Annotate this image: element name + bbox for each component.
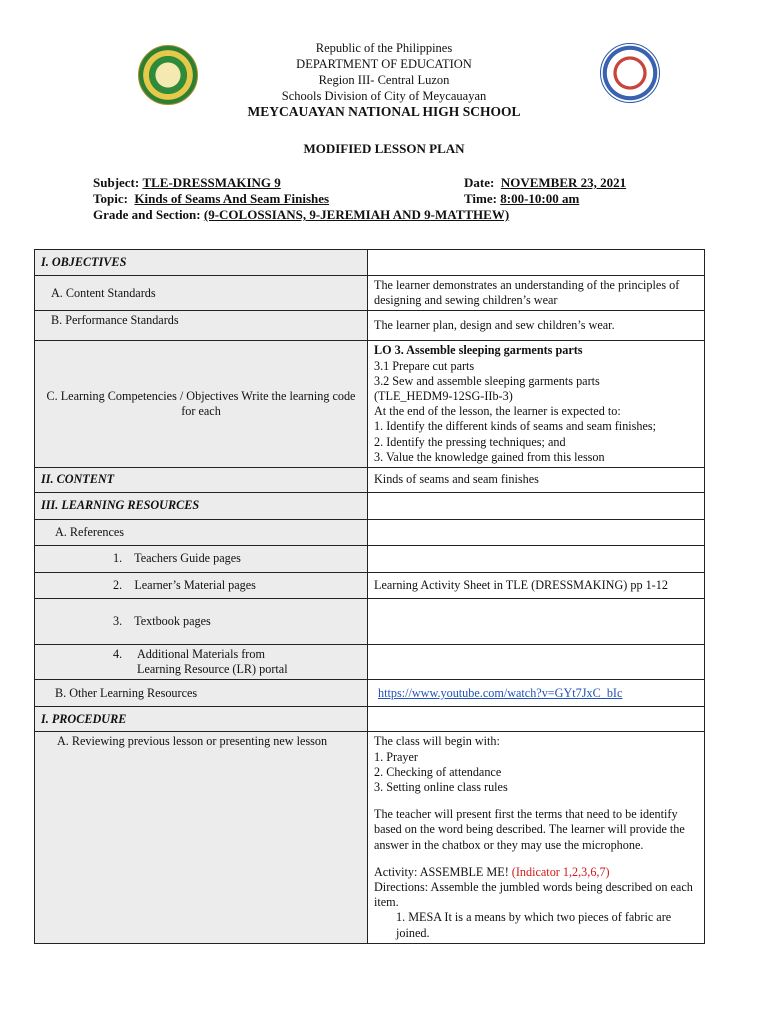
header-line-3: Region III- Central Luzon [318, 73, 450, 87]
learners-material-label [35, 573, 368, 599]
item-number: 4. [113, 647, 123, 662]
youtube-link[interactable]: https://www.youtube.com/watch?v=GYt7JxC_bIc [378, 685, 623, 700]
table-row [35, 707, 705, 732]
school-name: MEYCAUAYAN NATIONAL HIGH SCHOOL [247, 104, 521, 119]
procedure-heading: I. PROCEDURE [35, 707, 368, 732]
empty-cell [368, 250, 705, 276]
grade-line [93, 207, 509, 223]
table-row [35, 311, 705, 341]
topic-label: Topic: [93, 191, 128, 206]
empty-cell [368, 707, 705, 732]
procedure-text: 3. Setting online class rules [374, 780, 508, 795]
other-resources-value [368, 680, 705, 707]
references-label: A. References [35, 520, 368, 546]
header-line-1: Republic of the Philippines [315, 41, 453, 55]
performance-standards-value: The learner plan, design and sew children’s wear. [368, 311, 705, 341]
empty-cell [368, 599, 705, 645]
objective-item: 3. Value the knowledge gained from this lesson [374, 449, 605, 464]
table-row [35, 250, 705, 276]
spacer [374, 795, 698, 807]
competencies-cell [368, 341, 705, 468]
activity-directions: Directions: Assemble the jumbled words being described on each item. [374, 880, 693, 910]
other-resources-label: B. Other Learning Resources [35, 680, 368, 707]
procedure-text: 2. Checking of attendance [374, 764, 502, 779]
objective-item: 2. Identify the pressing techniques; and [374, 434, 566, 449]
content-value: Kinds of seams and seam finishes [368, 468, 705, 493]
learning-code: (TLE_HEDM9-12SG-IIb-3) [374, 389, 513, 404]
subject-value: TLE-DRESSMAKING 9 [142, 175, 281, 190]
item-label: Learner’s Material pages [134, 577, 256, 592]
content-standards-label: A. Content Standards [35, 276, 368, 311]
empty-cell [368, 645, 705, 680]
activity-label: Activity: ASSEMBLE ME! [374, 864, 512, 879]
date-label: Date: [464, 175, 495, 190]
procedure-text: The class will begin with: [374, 734, 500, 749]
learners-material-value: Learning Activity Sheet in TLE (DRESSMAKING) pp 1-12 [368, 573, 705, 599]
spacer [374, 853, 698, 865]
objective-item: 1. Identify the different kinds of seams and seam finishes; [374, 419, 657, 434]
empty-cell [368, 520, 705, 546]
table-row [35, 276, 705, 311]
header-line-2: DEPARTMENT OF EDUCATION [296, 57, 472, 71]
table-row [35, 680, 705, 707]
competency-item: 3.2 Sew and assemble sleeping garments parts [374, 373, 600, 388]
table-row [35, 468, 705, 493]
review-label: A. Reviewing previous lesson or presenting new lesson [35, 732, 368, 943]
table-row [35, 599, 705, 645]
time-line [464, 191, 579, 207]
table-row [35, 645, 705, 680]
procedure-text: 1. Prayer [374, 749, 418, 764]
textbook-label [35, 599, 368, 645]
performance-standards-label: B. Performance Standards [35, 311, 368, 341]
content-standards-value: The learner demonstrates an understanding of the principles of designing and sewing children’s wear [368, 276, 705, 311]
competency-item: 3.1 Prepare cut parts [374, 358, 475, 373]
learning-outcome: LO 3. Assemble sleeping garments parts [374, 343, 583, 358]
table-row [35, 520, 705, 546]
lesson-plan-table [34, 249, 705, 944]
item-label: Additional Materials from Learning Resource (LR) portal [137, 647, 288, 677]
item-number: 3. [113, 613, 123, 628]
grade-label: Grade and Section: [93, 207, 201, 222]
item-label: Textbook pages [134, 613, 211, 628]
page-title: MODIFIED LESSON PLAN [303, 141, 465, 156]
table-row [35, 341, 705, 468]
procedure-text: The teacher will present first the terms that need to be identify based on the word being described. The learner will provide the answer in the chatbox or they may use the microphone. [374, 807, 685, 852]
objectives-heading: I. OBJECTIVES [35, 250, 368, 276]
empty-cell [368, 493, 705, 520]
procedure-cell [368, 732, 705, 943]
objectives-intro: At the end of the lesson, the learner is expected to: [374, 404, 621, 419]
table-row [35, 493, 705, 520]
document-header [0, 40, 768, 120]
time-value: 8:00-10:00 am [500, 191, 580, 206]
header-line-4: Schools Division of City of Meycauayan [281, 89, 487, 103]
empty-cell [368, 546, 705, 573]
topic-line [93, 191, 329, 207]
subject-line [93, 175, 281, 191]
competencies-label: C. Learning Competencies / Objectives Write the learning code for each [35, 341, 368, 468]
topic-value: Kinds of Seams And Seam Finishes [134, 191, 330, 206]
teachers-guide-label [35, 546, 368, 573]
activity-item: 1. MESA It is a means by which two pieces of fabric are joined. [396, 910, 672, 940]
indicator-text: (Indicator 1,2,3,6,7) [511, 864, 610, 879]
resources-heading: III. LEARNING RESOURCES [35, 493, 368, 520]
additional-materials-label [35, 645, 368, 680]
content-heading: II. CONTENT [35, 468, 368, 493]
table-row [35, 732, 705, 943]
subject-label: Subject: [93, 175, 140, 190]
grade-value: (9-COLOSSIANS, 9-JEREMIAH AND 9-MATTHEW) [203, 207, 510, 222]
date-value: NOVEMBER 23, 2021 [500, 175, 627, 190]
item-label: Teachers Guide pages [134, 551, 241, 566]
date-line [464, 175, 626, 191]
item-number: 2. [113, 577, 123, 592]
table-row [35, 573, 705, 599]
time-label: Time: [464, 191, 497, 206]
activity-title [374, 865, 698, 880]
table-row [35, 546, 705, 573]
item-number: 1. [113, 551, 123, 566]
